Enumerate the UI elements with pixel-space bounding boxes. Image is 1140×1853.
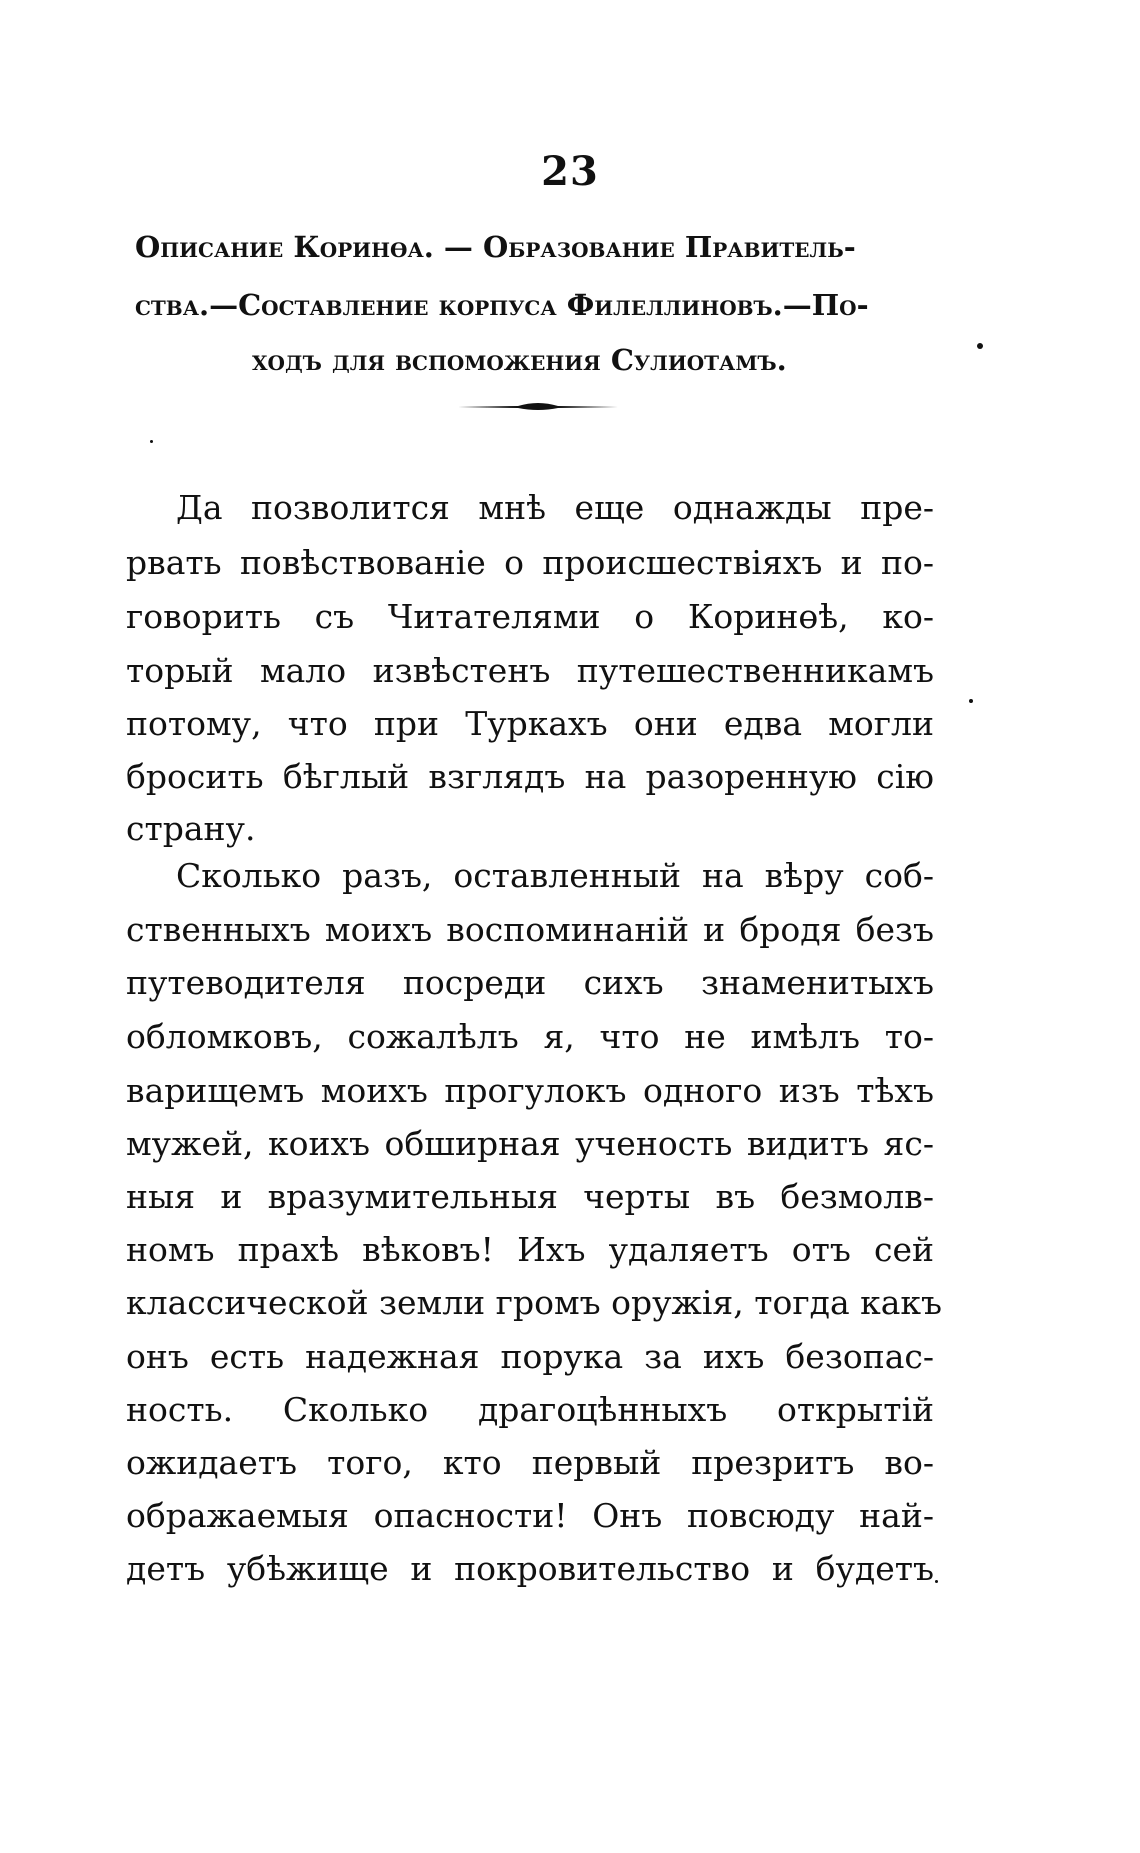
text-line: мужей, коихъ обширная ученость видитъ яс- [126,1124,934,1163]
ornament-divider [458,400,618,414]
page-number: 23 [541,148,599,195]
scan-speck [150,440,153,443]
text-line: детъ убѣжище и покровительство и будетъ [126,1549,934,1588]
text-line: бросить бѣглый взглядъ на разоренную сію [126,757,934,796]
chapter-summary-line: ходъ для вспоможения Сулиотамъ. [252,343,787,377]
scan-speck [969,699,973,703]
text-line: ственныхъ моихъ воспоминаній и бродя безъ [126,910,934,949]
text-line: ображаемыя опасности! Онъ повсюду най- [126,1496,934,1535]
text-line: страну. [126,809,256,848]
chapter-summary-line: Описание Коринөа. — Образование Правитель- [135,230,856,264]
chapter-summary-line: ства.—Составление корпуса Филеллиновъ.—По- [135,288,869,322]
text-line: варищемъ моихъ прогулокъ одного изъ тѣхъ [126,1071,934,1110]
text-line: потому, что при Туркахъ они едва могли [126,704,934,743]
text-line: онъ есть надежная порука за ихъ безопас- [126,1337,934,1376]
text-line: обломковъ, сожалѣлъ я, что не имѣлъ то- [126,1017,934,1056]
text-line: номъ прахѣ вѣковъ! Ихъ удаляетъ отъ сей [126,1230,934,1269]
scan-speck [935,1580,938,1583]
text-line: рвать повѣствованіе о происшествіяхъ и по- [126,543,934,582]
text-line: Сколько разъ, оставленный на вѣру соб- [176,856,934,895]
text-line: классической земли громъ оружія, тогда какъ [126,1283,943,1322]
text-line: ность. Сколько драгоцѣнныхъ открытій [126,1390,934,1429]
text-line: торый мало извѣстенъ путешественникамъ [126,651,934,690]
text-line: ныя и вразумительныя черты въ безмолв- [126,1177,934,1216]
text-line: ожидаетъ того, кто первый презритъ во- [126,1443,934,1482]
text-line: говорить съ Читателями о Коринөѣ, ко- [126,597,934,636]
text-line: путеводителя посреди сихъ знаменитыхъ [126,963,934,1002]
scan-speck [977,343,983,349]
text-line: Да позволится мнѣ еще однажды пре- [176,488,934,527]
